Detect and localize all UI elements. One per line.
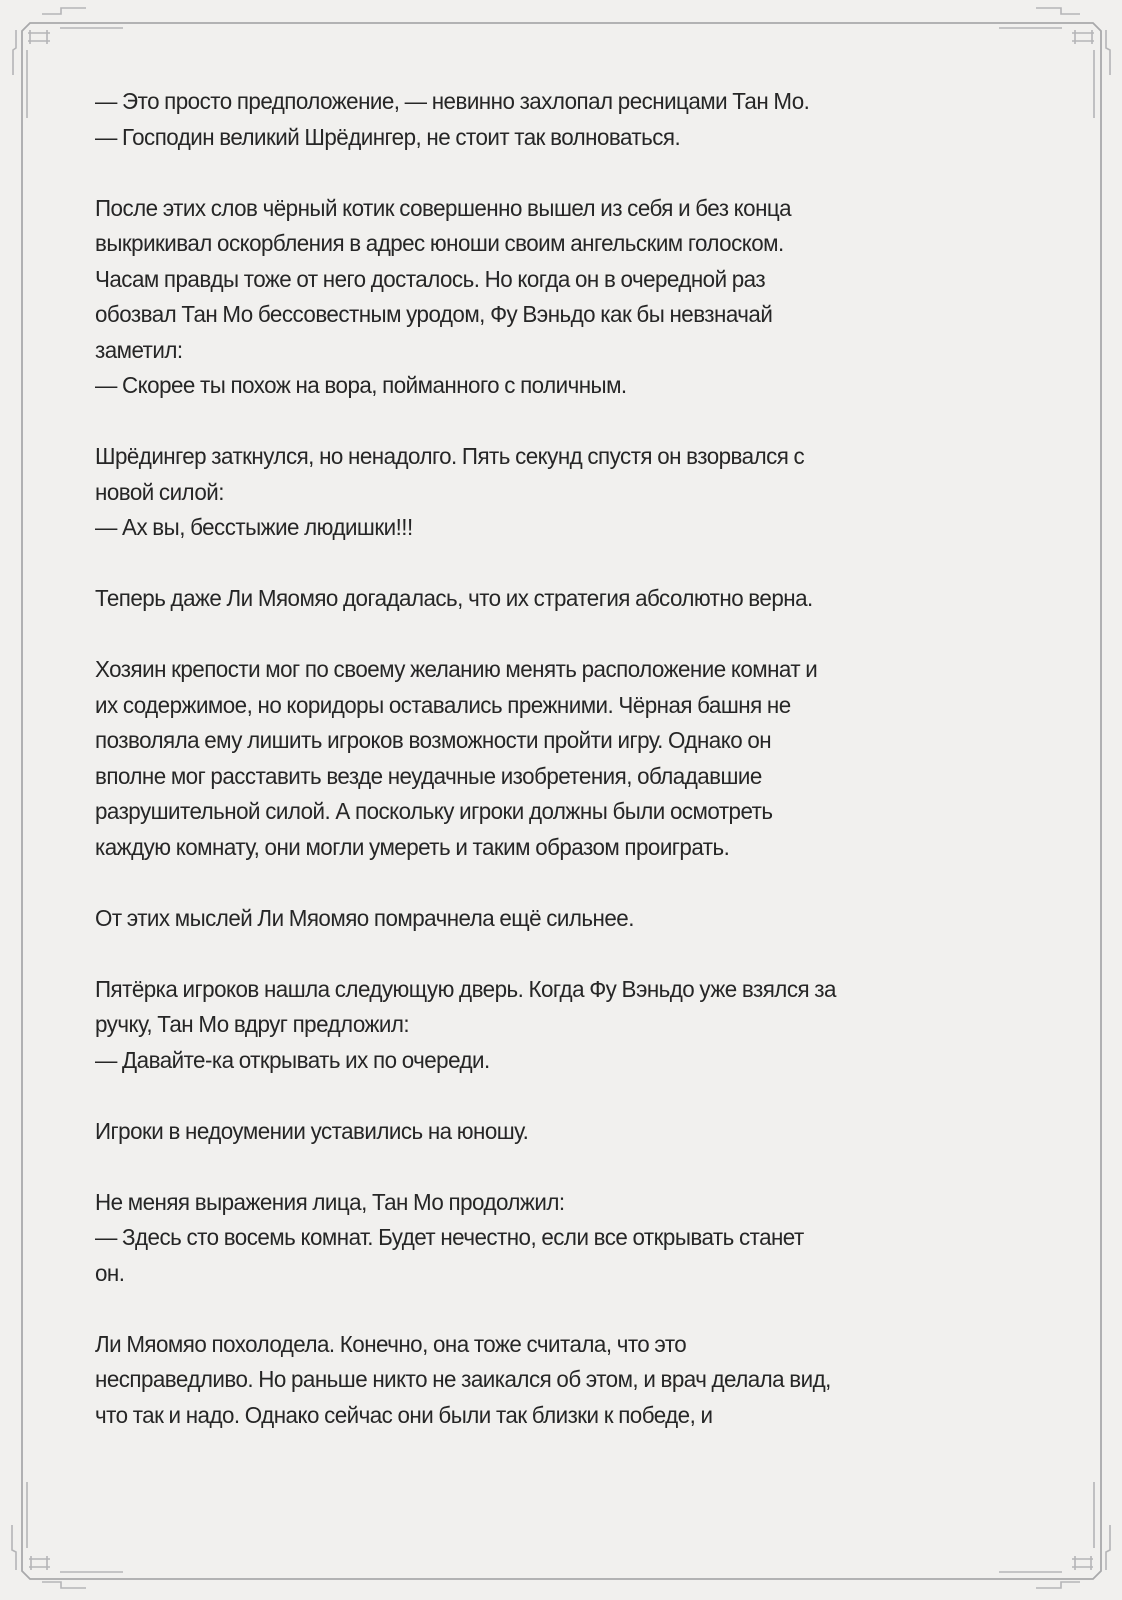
- text-line: Ли Мяомяо похолодела. Конечно, она тоже считала, что это: [95, 1330, 687, 1357]
- paragraph: [95, 1327, 1015, 1434]
- paragraph: [95, 439, 1015, 546]
- text-line: их содержимое, но коридоры оставались прежними. Чёрная башня не: [95, 691, 791, 718]
- paragraph-spacer: [95, 1078, 1015, 1114]
- paragraph-spacer: [95, 1291, 1015, 1327]
- paragraph: [95, 581, 1015, 617]
- paragraph-spacer: [95, 404, 1015, 440]
- paragraph: [95, 652, 1015, 865]
- paragraph: [95, 84, 1015, 155]
- text-line: что так и надо. Однако сейчас они были так близки к победе, и: [95, 1401, 713, 1428]
- paragraph-spacer: [95, 155, 1015, 191]
- text-line: Хозяин крепости мог по своему желанию менять расположение комнат и: [95, 656, 818, 682]
- paragraph-spacer: [95, 1149, 1015, 1185]
- text-line: выкрикивал оскорбления в адрес юноши своим ангельским голоском.: [95, 230, 784, 256]
- paragraph-spacer: [95, 865, 1015, 901]
- text-line: От этих мыслей Ли Мяомяо помрачнела ещё сильнее.: [95, 904, 634, 931]
- paragraph: [95, 191, 1015, 404]
- text-line: — Давайте-ка открывать их по очереди.: [95, 1046, 490, 1073]
- text-line: вполне мог расставить везде неудачные изобретения, обладавшие: [95, 762, 762, 789]
- text-line: Не меняя выражения лица, Тан Мо продолжил:: [95, 1188, 565, 1215]
- text-line: новой силой:: [95, 478, 224, 505]
- text-line: Игроки в недоумении уставились на юношу.: [95, 1117, 529, 1144]
- text-line: Шрёдингер заткнулся, но ненадолго. Пять секунд спустя он взорвался с: [95, 443, 805, 469]
- text-line: заметил:: [95, 336, 183, 363]
- text-line: обозвал Тан Мо бессовестным уродом, Фу Вэньдо как бы невзначай: [95, 301, 773, 327]
- corner-ornament-bottom-right: [999, 1482, 1110, 1588]
- text-line: — Скорее ты похож на вора, пойманного с поличным.: [95, 372, 627, 398]
- paragraph-spacer: [95, 546, 1015, 582]
- corner-ornament-bottom-left: [12, 1482, 123, 1588]
- text-line: позволяла ему лишить игроков возможности пройти игру. Однако он: [95, 727, 772, 753]
- paragraph: [95, 901, 1015, 937]
- text-line: он.: [95, 1259, 125, 1286]
- text-line: Пятёрка игроков нашла следующую дверь. Когда Фу Вэньдо уже взялся за: [95, 975, 836, 1002]
- document-body: [95, 84, 1015, 1433]
- text-line: несправедливо. Но раньше никто не заикался об этом, и врач делала вид,: [95, 1366, 831, 1392]
- text-line: ручку, Тан Мо вдруг предложил:: [95, 1011, 410, 1037]
- text-line: — Ах вы, бесстыжие людишки!!!: [95, 514, 413, 540]
- paragraph-spacer: [95, 617, 1015, 653]
- text-line: разрушительной силой. А поскольку игроки должны были осмотреть: [95, 798, 773, 824]
- paragraph-spacer: [95, 936, 1015, 972]
- text-line: каждую комнату, они могли умереть и таким образом проиграть.: [95, 833, 730, 860]
- paragraph: [95, 972, 1015, 1079]
- paragraph: [95, 1185, 1015, 1292]
- text-line: Часам правды тоже от него досталось. Но когда он в очередной раз: [95, 265, 766, 292]
- paragraph: [95, 1114, 1015, 1150]
- text-line: — Господин великий Шрёдингер, не стоит так волноваться.: [95, 123, 681, 150]
- text-line: — Здесь сто восемь комнат. Будет нечестно, если все открывать станет: [95, 1224, 804, 1250]
- text-line: После этих слов чёрный котик совершенно вышел из себя и без конца: [95, 194, 792, 221]
- text-line: Теперь даже Ли Мяомяо догадалась, что их стратегия абсолютно верна.: [95, 585, 813, 611]
- text-line: — Это просто предположение, — невинно захлопал ресницами Тан Мо.: [95, 88, 810, 114]
